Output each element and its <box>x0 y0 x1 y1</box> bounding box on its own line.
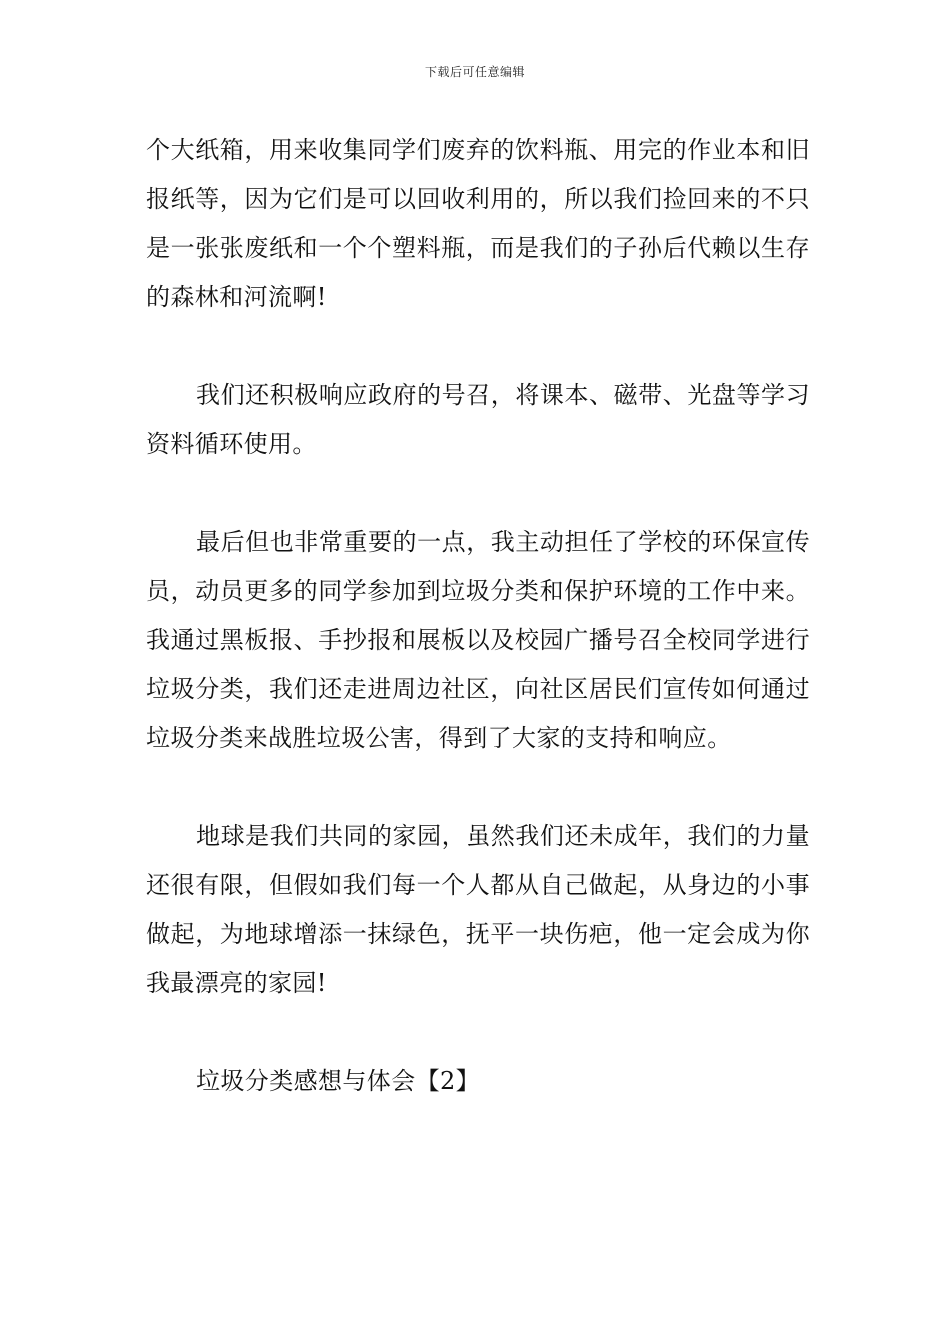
paragraph-continued: 个大纸箱，用来收集同学们废弃的饮料瓶、用完的作业本和旧报纸等，因为它们是可以回收利用的，所以我们捡回来的不只是一张张废纸和一个个塑料瓶，而是我们的子孙后代赖以生存的森林和河流啊! <box>146 136 810 311</box>
page-header: 下载后可任意编辑 <box>424 65 525 79</box>
paragraph-publicity: 最后但也非常重要的一点，我主动担任了学校的环保宣传员，动员更多的同学参加到垃圾分类和保护环境的工作中来。我通过黑板报、手抄报和展板以及校园广播号召全校同学进行垃圾分类，我们还走进周边社区，向社区居民们宣传如何通过垃圾分类来战胜垃圾公害，得到了大家的支持和响应。 <box>146 528 810 752</box>
document-body <box>146 126 810 1106</box>
paragraph-earth-home: 地球是我们共同的家园，虽然我们还未成年，我们的力量还很有限，但假如我们每一个人都从自己做起，从身边的小事做起，为地球增添一抹绿色，抚平一块伤疤，他一定会成为你我最漂亮的家园! <box>146 822 810 997</box>
section-heading: 垃圾分类感想与体会【2】 <box>196 1067 481 1095</box>
paragraph-study-materials: 我们还积极响应政府的号召，将课本、磁带、光盘等学习资料循环使用。 <box>146 381 810 458</box>
